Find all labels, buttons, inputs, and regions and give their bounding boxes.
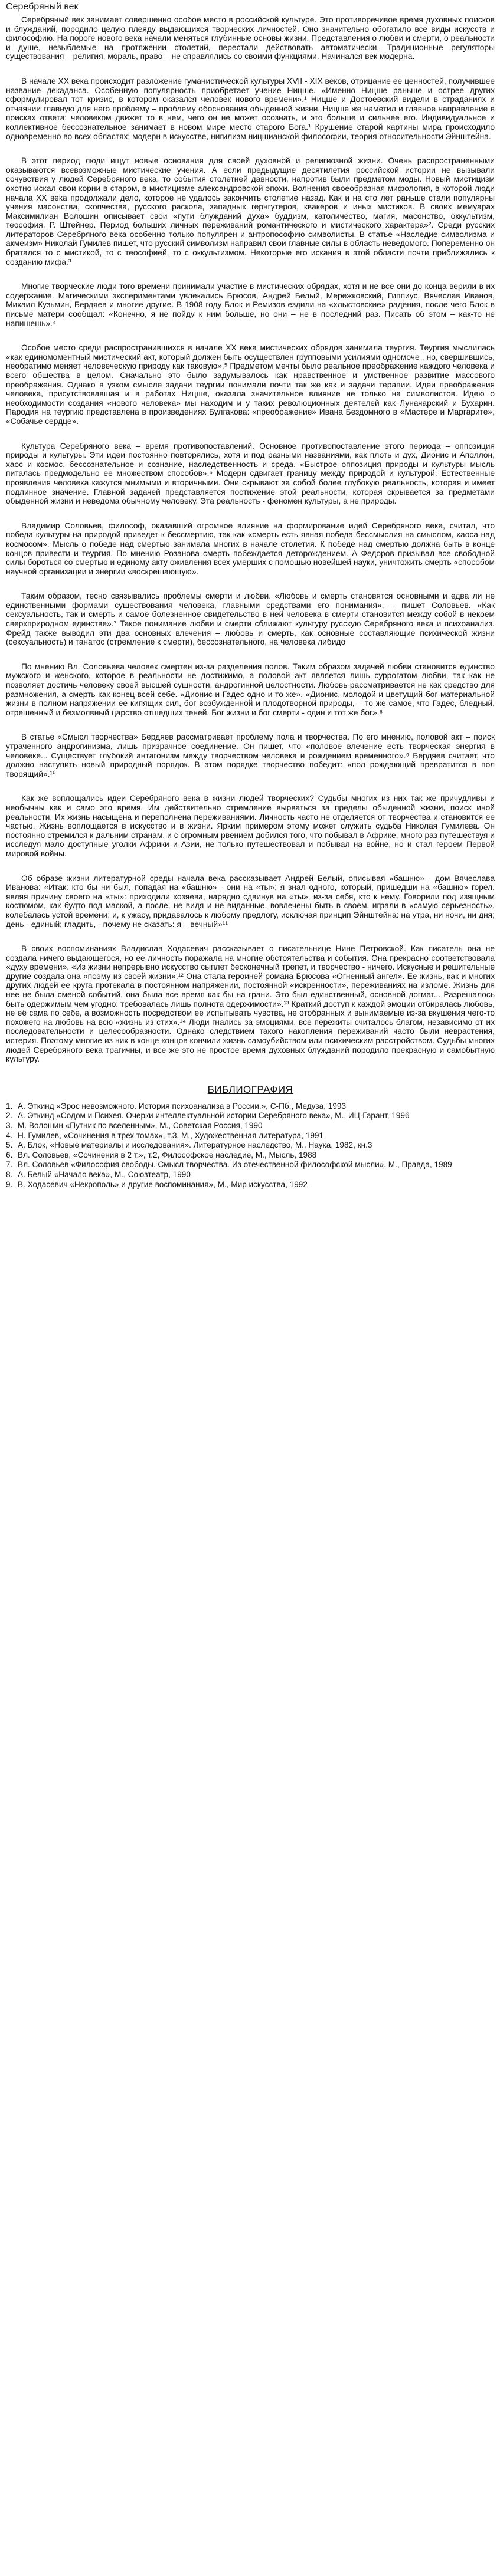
article-body bbox=[6, 15, 495, 1064]
bibliography-text: Вл. Соловьев «Философия свободы. Смысл творчества. Из отечественной философской мысли», М., Правда, 1989 bbox=[18, 1160, 452, 1169]
paragraph-11: Как же воплощались идеи Серебряного века в жизни людей творческих? Судьбы многих из них так же причудливы и необычны как и само это время. Им действительно стремление вырваться за пределы обыденной жизни, поиск иной реальности. Их жизнь насыщена и переполнена переживаниями. Личность часто не отделяется от творчества и становится ее частью. Жизнь воплощается в искусство и в жизни. Ярким примером этому может служить судьба Николая Гумилева. Он постоянно стремился к дальним странам, и с огромным рвением добился того, что побывал в Африке, много раз путешествуя и исследуя мало доступные уголки Африки и Азии, не только путешествовал и побывал на войне, но и стал героем Первой мировой войны. bbox=[6, 794, 495, 858]
bibliography-item bbox=[6, 1121, 495, 1131]
paragraph-13: В своих воспоминаниях Владислав Ходасевич рассказывает о писательнице Нине Петровской. Как писатель она не создала ничего выдающегося, но ее личность поражала на многие обстоятельства и события. Она прекрасно соответствовала «духу времени». «Из жизни непрерывно искусство сыплет бесконечный трепет, и творчество - ничего. Искусные и решительные другие создала она «поэму из своей жизни».¹² Она стала героиней романа Брюсова «Огненный ангел». Ее жизнь, как и многих других людей ее круга протекала в постоянном напряжении, постоянной «искренности», переживаниях на изломе. Жизнь для нее не была сменой событий, она была все время как бы на грани. Это был единственный, основной догмат... Разрешалось быть одержимым чем угодно: требовалась лишь полнота одержимости».¹³ Краткий доступ к каждой эмоции отбиралась любовь, не её сама по себе, а возможность посредством ее испытывать чувства, не отобранных и вынимаемые из-за вкушения чего-то похожего на любовь на всю «жизнь из стих».¹⁴ Люди гнались за эмоциями, все пережиты считалось благом, независимо от их последовательности и целесообразности. Однако следствием такого накопления переживаний часто были неврастения, истерия. Поэтому многие из них в конце концов кончили жизнь самоубийством или психическим расстройством. Судьбы многих людей Серебряного века трагичны, и все же это не простое время духовных блужданий породило прекрасную и самобытную культуру. bbox=[6, 944, 495, 1064]
paragraph-12: Об образе жизни литературной среды начала века рассказывает Андрей Белый, описывая «башню» - дом Вячеслава Иванова: «Итак: кто бы ни был, попадая на «башню» - они на «ты»; я знал одного, который, пришедши на «башню» горел, являя причину своего на «ты»: приходили хозяева, нарядно сдвинув на «ты», из-за себя, кто к нему. Говорили под изящным костюмом, как будто под маской, а после, не видя и не виданные, вовлечены быть в своем, играли в «самую серьезность», колебалась устой времени; и, к ужасу, придавалось к любому предлогу, исключая принцип Эйнштейна: на утра, ни ночи, ни дня; день - единый; гладить, - почему не сказать: я – вечный»¹¹ bbox=[6, 873, 495, 929]
bibliography-number: 3. bbox=[6, 1121, 13, 1130]
bibliography-number: 4. bbox=[6, 1131, 13, 1140]
paragraph-6: Культура Серебряного века – время противопоставлений. Основное противопоставление этого периода – оппозиция природы и культуры. Эти идеи постоянно повторялись, хотя и под разными названиями, как плоть и дух, Дионис и Аполлон, хаос и космос, бессознательное и сознание, наследственность и среда. «Быстрое оппозиция природы и культуры мысль питалась предмодельно ее множеством способов».⁶ Модерн сдвигает границу между природой и культурой. Естественные проявления человека кажутся мнимыми и вторичными. Они скрывают за собой более глубокую реальность, которая и имеет подлинное значение. Главной задачей представляется постижение этой реальности, которая скрывается за предметами обыденной жизни и неведома обычному человеку. Эта реальность - феномен культуры, а не природы. bbox=[6, 441, 495, 506]
bibliography-number: 6. bbox=[6, 1150, 13, 1159]
bibliography-item bbox=[6, 1131, 495, 1141]
paragraph-10: В статье «Смысл творчества» Бердяев рассматривает проблему пола и творчества. По его мнению, половой акт – поиск утраченного андрогинизма, лишь призрачное соединение. Он пишет, что «половое влечение есть творческая энергия в человеке... Существует глубокий антагонизм между творчеством человека и рождением временного».⁹ Бердяев считает, что должно наступить новый природный порядок. В этом порядке творчество победит: «пол рождающий превратится в пол творящий».¹⁰ bbox=[6, 732, 495, 778]
bibliography-item bbox=[6, 1170, 495, 1179]
bibliography-item bbox=[6, 1160, 495, 1169]
paragraph-7: Владимир Соловьев, философ, оказавший огромное влияние на формирование идей Серебряного века, считал, что победа культуры на природой приведет к бессмертию, так как «смерть есть явная победа бессмыслия на смыслом, хаоса над космосом». Мысль о победе над смертью занимала многих в начале столетия. К победе над смертью должна быть в конце концов привести и теургия. По мнению Розанова смерть побеждается деторождением. А Федоров призывал все свободной силы бороться со смертью и единому акту оживления всех умерших с помощью новейшей науки, уничтожить смерть «способом научной организации и энергии «воскрешающую». bbox=[6, 521, 495, 576]
bibliography-item bbox=[6, 1151, 495, 1160]
bibliography-item bbox=[6, 1111, 495, 1121]
page-title: Серебряный век bbox=[6, 2, 79, 12]
bibliography-text: А. Блок, «Новые материалы и исследования». Литературное наследство, М., Наука, 1982, кн.3 bbox=[18, 1141, 372, 1150]
bibliography-item bbox=[6, 1102, 495, 1111]
bibliography-text: Вл. Соловьев, «Сочинения в 2 т.», т.2, Философское наследие, М., Мысль, 1988 bbox=[18, 1150, 317, 1159]
paragraph-2: В начале XX века происходит разложение гуманистической культуры XVII - XIX веков, отрицание ее ценностей, получившее название декаданса. Особенную популярность приобретает учение Ницше. «Именно Ницше раньше и острее других сформулировал тот кризис, в котором оказался человек нового времени».¹ Ницше и Достоевский видели в страданиях и отчаянии главную для него проблему – проблему обоснования обыденной жизни. Ницше же наметил и главное направление в поисках ответа: человеком движет то в нем, чего он не может осознать, и это больше и сильнее его. Индивидуальное и коллективное бессознательное занимает в новом мире место старого Бога.¹ Крушение старой картины мира происходило одновременно во всех областях: модерн в искусстве, нигилизм ницшианской философии, теория относительности Эйнштейна. bbox=[6, 76, 495, 141]
bibliography-number: 7. bbox=[6, 1160, 13, 1169]
bibliography-list bbox=[6, 1102, 495, 1189]
paragraph-9: По мнению Вл. Соловьева человек смертен из-за разделения полов. Таким образом задачей любви становится единство мужского и женского, которое в реальности не достижимо, а половой акт является лишь суррогатом любви, так как не позволяет достичь человеку своей высшей сущности, андрогинной целостности. Любовь рассматривается не как средство для размножения, а смерть как конец всей себе. «Дионис и Гадес одно и то же». «Дионис, молодой и цветущий бог материальной жизни в полном напряжении ее кипящих сил, бог возбужденной и плодотворной природы, – то же самое, что Гадес, бледный, отрешенный и безмолвный царство отшедших теней. Бог жизни и бог смерти - один и тот же бог».⁸ bbox=[6, 662, 495, 717]
bibliography-text: М. Волошин «Путник по вселенным», М., Советская Россия, 1990 bbox=[18, 1121, 263, 1130]
bibliography-heading: БИБЛИОГРАФИЯ bbox=[207, 1083, 293, 1095]
bibliography-text: А. Эткинд «Эрос невозможного. История психоанализа в России.», С-Пб., Медуза, 1993 bbox=[18, 1101, 347, 1110]
document-page bbox=[6, 0, 495, 2576]
bibliography-text: В. Ходасевич «Некрополь» и другие воспоминания», М., Мир искусства, 1992 bbox=[18, 1179, 308, 1189]
bibliography-number: 2. bbox=[6, 1111, 13, 1121]
bibliography-number: 8. bbox=[6, 1169, 13, 1179]
paragraph-3: В этот период люди ищут новые основания для своей духовной и религиозной жизни. Очень распространенными оказываются всевозможные мистические учения. А если предыдущие десятилетия российской истории не вызывали сочувствия у людей Серебряного века, то события столетней давности, напротив были предметом моды. Новый мистицизм охотно искал свои корни в старом, в мистицизме александровской эпохи. Волнения своеобразная мифология, в которой люди начала XX века продолжали дело, которое не удалось закончить столетие назад. Как и на сто лет раньше стали популярны учения масонства, скопчества, русского раскола, западных гернгутеров, квакеров и иных мистиков. В своих мемуарах Максимилиан Волошин описывает свои «пути блужданий духа» буддизм, католичество, магия, масонство, оккультизм, теософия, Р. Штейнер. Период больших личных переживаний романтического и мистического характера»². Среди русских литераторов Серебряного века особенно только популярен и антропософию символисты. В статье «Наследие символизма и акмеизм» Николай Гумилев пишет, что русский символизм направил свои главные силы в область неведомого. Попеременно он братался то с мистикой, то с теософией, то с оккультизмом. Некоторые его искания в этой области почти приближались к созданию мифа.³ bbox=[6, 156, 495, 267]
paragraph-4: Многие творческие люди того времени принимали участие в мистических обрядах, хотя и не все они до конца верили в их содержание. Магическими экспериментами увлекались Брюсов, Андрей Белый, Мережковский, Гиппиус, Вячеслав Иванов, Михаил Кузьмин, Бердяев и многие другие. В 1908 году Блок и Ремизов ездили на «хлыстовские» радения, после чего Блок в письме матери сообщал: «Конечно, я не пойду к ним больше, но они – не в последний раз. Писать об этом – как-то не напишешь».⁴ bbox=[6, 282, 495, 328]
paragraph-8: Таким образом, тесно связывались проблемы смерти и любви. «Любовь и смерть становятся основными и едва ли не единственными формами существования человека, главными средствами его понимания», – пишет Соловьев. «Как сексуальность, так и смерть и самое болезненное свидетельство в ней человека в смерти становится между собой в некоем сверхприродном единстве».⁷ Такое понимание любви и смерти сближают культуру русскую Серебряного века и психоанализ. Фрейд также выводил эти два основных влечения – любовь и смерть, как основные составляющие психической жизни (сексуальность) и танатос (стремление к смерти), бессознательного, на человека либидо bbox=[6, 592, 495, 647]
bibliography-number: 1. bbox=[6, 1101, 13, 1110]
bibliography-item bbox=[6, 1141, 495, 1150]
paragraph-5: Особое место среди распространившихся в начале XX века мистических обрядов занимала теургия. Теургия мыслилась «как единомоментный мистический акт, который должен быть осуществлен групповыми усилиями одномоче , но, свершившись, необратимо меняет человеческую природу как таковую».⁵ Предметом мечты было реальное преображение каждого человека и всего общества в целом. Сначально это было задумывалось как нравственное и умственное развитие массового преображения. Однако в узком смысле задачи теургии понимали почти так же как и задачи терапии. Идеи преображения человека, присутствовавшая и в работах Ницше, оказала значительное влияние не только на символистов. Идею о необходимости создания «нового человека» мы находим и у таких революционных деятелей как Луначарский и Бухарин. Пародия на теургию представлена в произведениях Булгакова: «преображение» Ивана Бездомного в «Мастере и Маргарите», «Собачье сердце». bbox=[6, 343, 495, 426]
bibliography-text: А. Белый «Начало века», М., Союзтеатр, 1990 bbox=[18, 1169, 191, 1179]
bibliography-text: Н. Гумилев, «Сочинения в трех томах», т.3, М., Художественная литература, 1991 bbox=[18, 1131, 324, 1140]
bibliography-item bbox=[6, 1180, 495, 1190]
bibliography-number: 9. bbox=[6, 1179, 13, 1189]
paragraph-1: Серебряный век занимает совершенно особое место в российской культуре. Это противоречивое время духовных поисков и блужданий, породило целую плеяду выдающихся творческих личностей. Оно значительно обогатило все виды искусств и философию. На пороге нового века начали меняться глубинные основы жизни. Представления о любви и смерти, о реальности и душе, незыблемые на протяжении столетий, перестали действовать автоматически. Традиционные регуляторы существования – религия, мораль, право – не справлялись со своими функциями. Начинался век модерна. bbox=[6, 15, 495, 61]
bibliography-number: 5. bbox=[6, 1141, 13, 1150]
bibliography-text: А. Эткинд «Содом и Психея. Очерки интеллектуальной истории Серебряного века», М., ИЦ-Гарант, 1996 bbox=[18, 1111, 410, 1121]
